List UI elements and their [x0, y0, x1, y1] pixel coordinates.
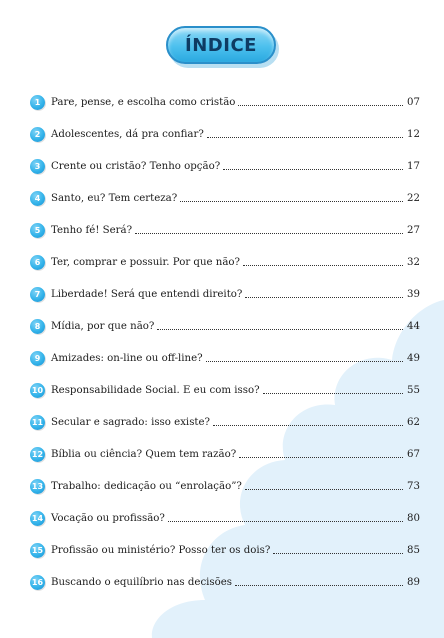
toc-entry[interactable] — [30, 470, 420, 502]
toc-entry[interactable] — [30, 406, 420, 438]
numbered-circle-icon: 7 — [30, 287, 45, 302]
toc-entry-page: 17 — [407, 160, 420, 172]
toc-entry-title: Vocação ou profissão? — [51, 512, 165, 524]
toc-entry-page: 73 — [407, 480, 420, 492]
numbered-circle-icon: 12 — [30, 447, 45, 462]
toc-entry-page: 49 — [407, 352, 420, 364]
toc-entry[interactable] — [30, 310, 420, 342]
numbered-circle-icon: 1 — [30, 95, 45, 110]
toc-entry-title: Buscando o equilíbrio nas decisões — [51, 576, 233, 588]
dot-leader — [180, 191, 403, 202]
numbered-circle-icon: 16 — [30, 575, 45, 590]
toc-entry[interactable] — [30, 438, 420, 470]
toc-entry-page: 32 — [407, 256, 420, 268]
dot-leader — [213, 415, 403, 426]
numbered-circle-icon: 15 — [30, 543, 45, 558]
toc-entry[interactable] — [30, 118, 420, 150]
toc-entry-title: Ter, comprar e possuir. Por que não? — [51, 256, 241, 268]
dot-leader — [157, 319, 403, 330]
toc-entry-title: Santo, eu? Tem certeza? — [51, 192, 178, 204]
toc-entry-page: 39 — [407, 288, 420, 300]
toc-entry-title: Liberdade! Será que entendi direito? — [51, 288, 243, 300]
toc-entry[interactable] — [30, 534, 420, 566]
dot-leader — [168, 511, 403, 522]
toc-entry-page: 80 — [407, 512, 420, 524]
toc-entry[interactable] — [30, 502, 420, 534]
numbered-circle-icon: 4 — [30, 191, 45, 206]
toc-entry[interactable] — [30, 182, 420, 214]
dot-leader — [206, 351, 403, 362]
toc-entry-title: Profissão ou ministério? Posso ter os dois? — [51, 544, 271, 556]
toc-entry-title: Responsabilidade Social. E eu com isso? — [51, 384, 260, 396]
toc-entry-page: 62 — [407, 416, 420, 428]
numbered-circle-icon: 10 — [30, 383, 45, 398]
toc-entry-page: 44 — [407, 320, 420, 332]
numbered-circle-icon: 11 — [30, 415, 45, 430]
numbered-circle-icon: 9 — [30, 351, 45, 366]
toc-entry-title: Mídia, por que não? — [51, 320, 155, 332]
page-title: ÍNDICE — [185, 34, 257, 56]
dot-leader — [273, 543, 403, 554]
numbered-circle-icon: 2 — [30, 127, 45, 142]
dot-leader — [223, 159, 403, 170]
dot-leader — [263, 383, 403, 394]
toc-entry[interactable] — [30, 214, 420, 246]
toc-entry[interactable] — [30, 150, 420, 182]
toc-entry[interactable] — [30, 374, 420, 406]
toc-entry-page: 55 — [407, 384, 420, 396]
dot-leader — [245, 287, 403, 298]
toc-entry-page: 27 — [407, 224, 420, 236]
title-pill — [166, 26, 276, 64]
toc-entry-page: 07 — [407, 96, 420, 108]
toc-entry-title: Secular e sagrado: isso existe? — [51, 416, 211, 428]
numbered-circle-icon: 5 — [30, 223, 45, 238]
dot-leader — [235, 575, 403, 586]
numbered-circle-icon: 13 — [30, 479, 45, 494]
dot-leader — [243, 255, 403, 266]
dot-leader — [207, 127, 403, 138]
numbered-circle-icon: 3 — [30, 159, 45, 174]
dot-leader — [245, 479, 403, 490]
numbered-circle-icon: 6 — [30, 255, 45, 270]
toc-entry-page: 89 — [407, 576, 420, 588]
toc-entry-page: 12 — [407, 128, 420, 140]
toc-entry[interactable] — [30, 566, 420, 598]
toc-entry[interactable] — [30, 342, 420, 374]
toc-entry-title: Adolescentes, dá pra confiar? — [51, 128, 204, 140]
toc-entry-title: Crente ou cristão? Tenho opção? — [51, 160, 221, 172]
toc-entry-page: 85 — [407, 544, 420, 556]
toc-entry[interactable] — [30, 86, 420, 118]
dot-leader — [238, 95, 403, 106]
numbered-circle-icon: 8 — [30, 319, 45, 334]
toc-entry-title: Pare, pense, e escolha como cristão — [51, 96, 236, 108]
toc-entry-page: 22 — [407, 192, 420, 204]
dot-leader — [239, 447, 403, 458]
toc-entry-page: 67 — [407, 448, 420, 460]
table-of-contents — [30, 86, 420, 598]
numbered-circle-icon: 14 — [30, 511, 45, 526]
toc-entry-title: Tenho fé! Será? — [51, 224, 133, 236]
toc-entry[interactable] — [30, 278, 420, 310]
toc-entry[interactable] — [30, 246, 420, 278]
toc-entry-title: Trabalho: dedicação ou “enrolação”? — [51, 480, 242, 492]
dot-leader — [135, 223, 403, 234]
toc-entry-title: Bíblia ou ciência? Quem tem razão? — [51, 448, 237, 460]
toc-entry-title: Amizades: on-line ou off-line? — [51, 352, 203, 364]
